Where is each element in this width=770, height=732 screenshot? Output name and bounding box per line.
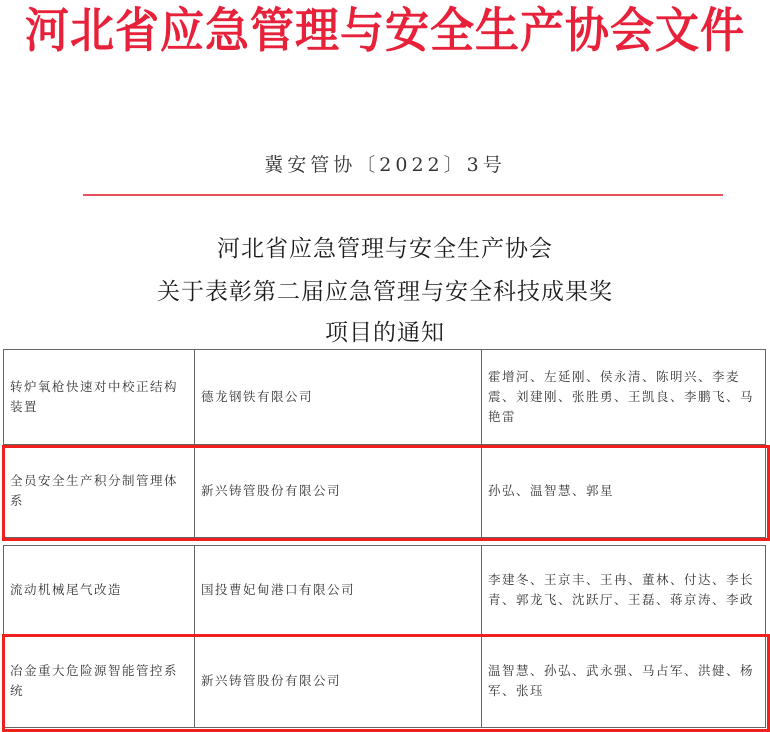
members-cell: 霍增河、左延刚、侯永清、陈明兴、李麦震、刘建刚、张胜勇、王凯良、李鹏飞、马艳雷: [482, 350, 766, 445]
notice-title-line-3: 项目的通知: [325, 320, 445, 346]
table-row-highlighted: [4, 635, 766, 728]
company-cell: 新兴铸管股份有限公司: [195, 635, 482, 728]
notice-title-line-1: 河北省应急管理与安全生产协会: [217, 236, 553, 262]
members-cell: 温智慧、孙弘、武永强、马占军、洪健、杨军、张珏: [482, 635, 766, 728]
notice-title-line-2: 关于表彰第二届应急管理与安全科技成果奖: [157, 279, 613, 305]
table-row: [4, 350, 766, 445]
awards-table-part-1: [3, 349, 766, 538]
document-masthead: 河北省应急管理与安全生产协会文件: [25, 3, 745, 60]
red-divider-rule: [83, 194, 723, 196]
company-cell: 国投曹妃甸港口有限公司: [195, 546, 482, 635]
members-cell: 李建冬、王京丰、王冉、董林、付达、李长青、郭龙飞、沈跃厅、王磊、蒋京涛、李政: [482, 546, 766, 635]
members-cell: 孙弘、温智慧、郭星: [482, 445, 766, 538]
project-name-cell: 冶金重大危险源智能管控系统: [4, 635, 195, 728]
awards-table-part-2: [3, 545, 766, 728]
project-name-cell: 转炉氧枪快速对中校正结构装置: [4, 350, 195, 445]
document-number: 冀安管协〔2022〕3号: [264, 154, 506, 176]
table-row: [4, 546, 766, 635]
table-row-highlighted: [4, 445, 766, 538]
project-name-cell: 全员安全生产积分制管理体系: [4, 445, 195, 538]
company-cell: 德龙钢铁有限公司: [195, 350, 482, 445]
company-cell: 新兴铸管股份有限公司: [195, 445, 482, 538]
project-name-cell: 流动机械尾气改造: [4, 546, 195, 635]
